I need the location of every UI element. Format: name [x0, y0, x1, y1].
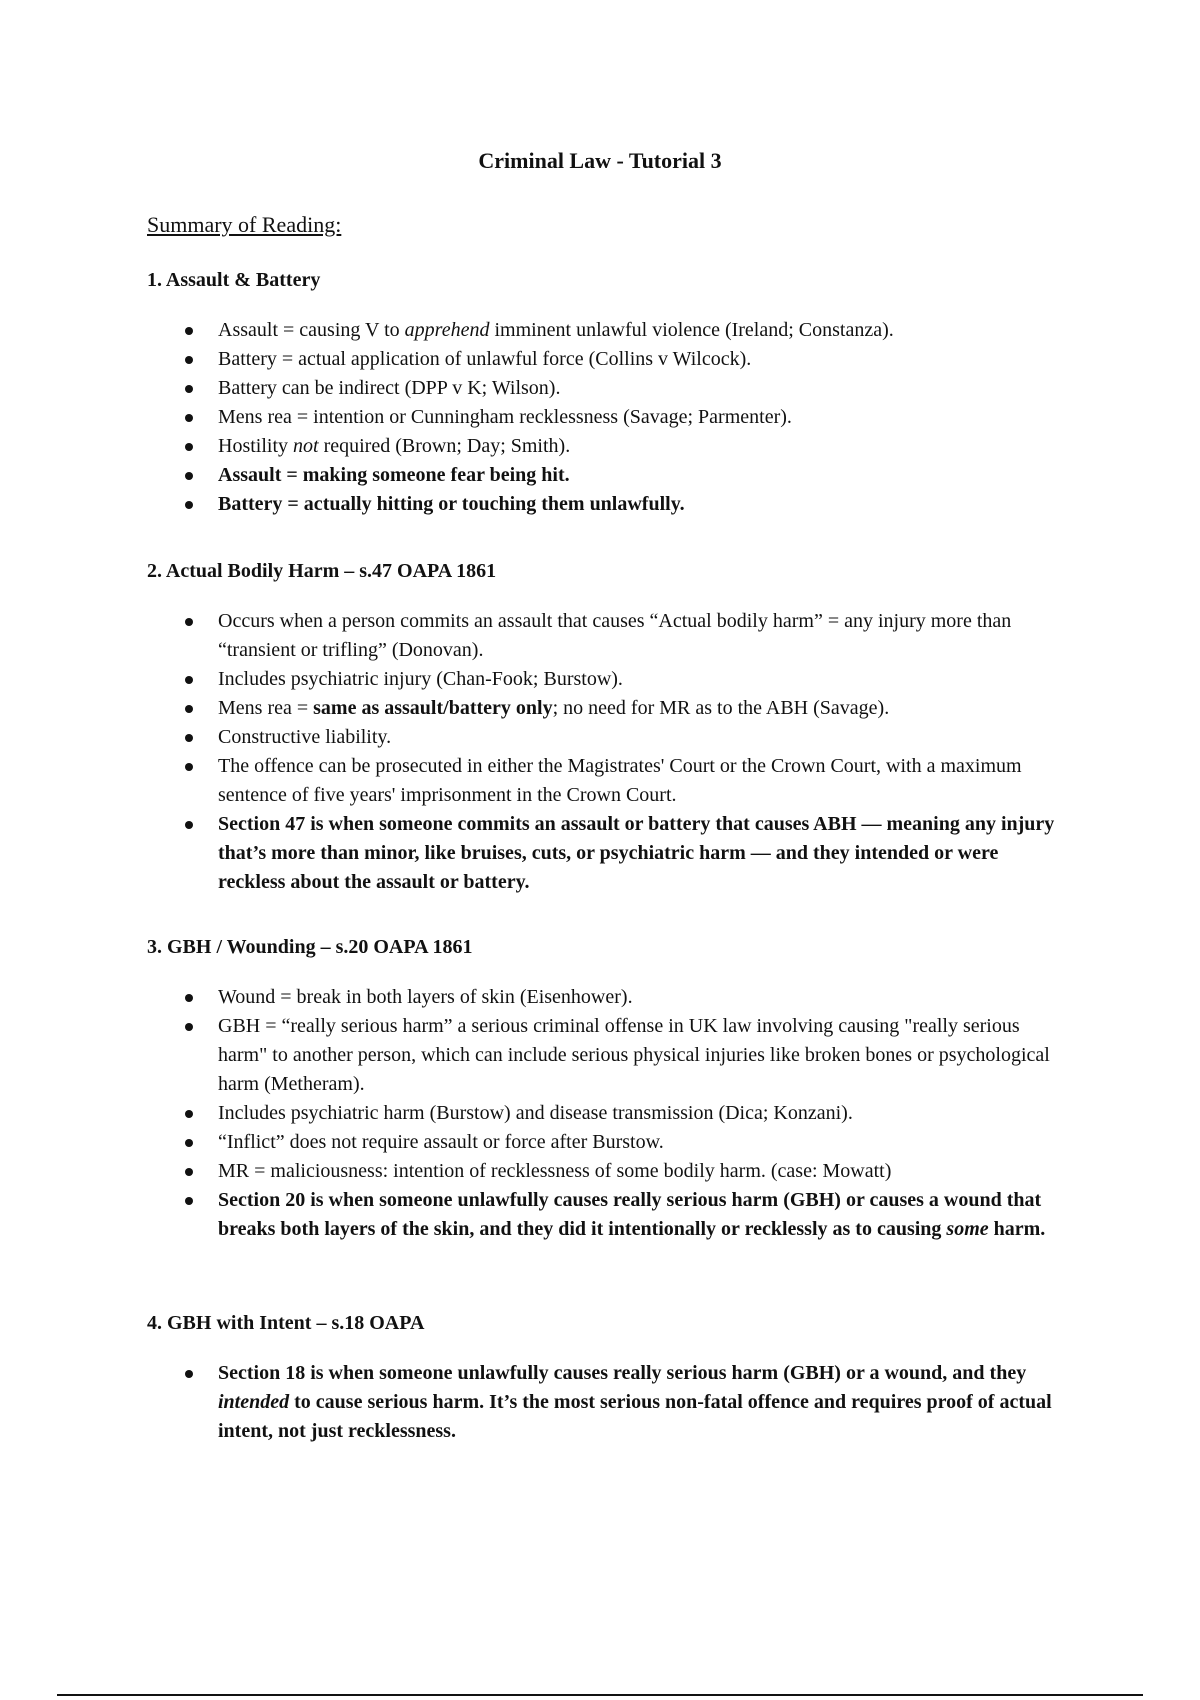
document-title: Criminal Law - Tutorial 3 [478, 148, 722, 173]
item-text: Section 20 is when someone unlawfully causes really serious harm (GBH) or causes a wound that breaks both layers of the skin, and they did it intentionally or recklessly as to causing [218, 1189, 1042, 1240]
section-abh [147, 557, 1067, 897]
bullet-icon [185, 1023, 193, 1031]
list-item [147, 345, 1067, 374]
bullet-icon [185, 472, 193, 480]
bullet-icon [185, 821, 193, 829]
list-item [147, 665, 1067, 694]
bullet-list [147, 1359, 1067, 1446]
bullet-icon [185, 1110, 193, 1118]
bullet-icon [185, 705, 193, 713]
item-text: Assault = making someone fear being hit. [218, 464, 570, 486]
item-text: Includes psychiatric injury (Chan-Fook; Burstow). [218, 668, 623, 690]
bullet-list [147, 316, 1067, 519]
list-item [147, 723, 1067, 752]
bullet-icon [185, 1370, 193, 1378]
item-text: to cause serious harm. It’s the most serious non-fatal offence and requires proof of actual intent, not just recklessness. [218, 1391, 1052, 1442]
item-text: Section 47 is when someone commits an assault or battery that causes ABH — meaning any injury that’s more than minor, like bruises, cuts, or psychiatric harm — and they intended or were reckless about the assault or battery. [218, 813, 1055, 893]
list-item [147, 1128, 1067, 1157]
bullet-icon [185, 734, 193, 742]
bullet-list [147, 983, 1067, 1244]
section-heading: 3. GBH / Wounding – s.20 OAPA 1861 [147, 936, 473, 958]
list-item [147, 374, 1067, 403]
item-text: Battery can be indirect (DPP v K; Wilson). [218, 377, 561, 399]
list-item [147, 403, 1067, 432]
bullet-icon [185, 501, 193, 509]
item-text: Assault = causing V to [218, 319, 405, 341]
item-emphasis: apprehend [404, 319, 490, 341]
list-item [147, 983, 1067, 1012]
list-item [147, 810, 1067, 897]
item-text: GBH = “really serious harm” a serious criminal offense in UK law involving causing "really serious harm" to another person, which can include serious physical injuries like broken bones or psychological harm (Metheram). [218, 1015, 1050, 1095]
list-item [147, 490, 1067, 519]
bullet-icon [185, 1197, 193, 1205]
list-item [147, 1359, 1067, 1446]
item-emphasis: same as assault/battery only [313, 697, 553, 719]
list-item [147, 752, 1067, 810]
item-text: Hostility [218, 435, 294, 457]
item-emphasis: intended [218, 1391, 290, 1413]
bullet-icon [185, 763, 193, 771]
item-text: Wound = break in both layers of skin (Eisenhower). [218, 986, 633, 1008]
item-text: harm. [988, 1218, 1046, 1240]
list-item [147, 694, 1067, 723]
item-emphasis: some [946, 1218, 989, 1240]
bullet-icon [185, 356, 193, 364]
item-text: The offence can be prosecuted in either the Magistrates' Court or the Crown Court, with a maximum sentence of five years' imprisonment in the Crown Court. [218, 755, 1022, 806]
item-text: Battery = actually hitting or touching them unlawfully. [218, 493, 685, 515]
item-emphasis: not [293, 435, 319, 457]
item-text: ; no need for MR as to the ABH (Savage). [552, 697, 890, 719]
item-text: Section 18 is when someone unlawfully causes really serious harm (GBH) or a wound, and they [218, 1362, 1027, 1384]
section-heading: 4. GBH with Intent – s.18 OAPA [147, 1312, 425, 1334]
bullet-icon [185, 443, 193, 451]
bullet-list [147, 607, 1067, 897]
list-item [147, 432, 1067, 461]
footer-divider [57, 1694, 1143, 1696]
bullet-icon [185, 994, 193, 1002]
item-text: imminent unlawful violence (Ireland; Constanza). [489, 319, 894, 341]
item-text: Includes psychiatric harm (Burstow) and disease transmission (Dica; Konzani). [218, 1102, 853, 1124]
list-item [147, 316, 1067, 345]
item-text: Constructive liability. [218, 726, 392, 748]
bullet-icon [185, 414, 193, 422]
bullet-icon [185, 385, 193, 393]
item-text: Mens rea = intention or Cunningham recklessness (Savage; Parmenter). [218, 406, 792, 428]
section-heading: 1. Assault & Battery [147, 269, 321, 291]
bullet-icon [185, 1139, 193, 1147]
bullet-icon [185, 1168, 193, 1176]
bullet-icon [185, 327, 193, 335]
list-item [147, 1157, 1067, 1186]
list-item [147, 1186, 1067, 1244]
list-item [147, 1012, 1067, 1099]
item-text: required (Brown; Day; Smith). [318, 435, 571, 457]
summary-heading: Summary of Reading: [147, 212, 342, 237]
item-text: Mens rea = [218, 697, 314, 719]
item-text: MR = maliciousness: intention of recklessness of some bodily harm. (case: Mowatt) [218, 1160, 892, 1182]
section-gbh-intent [147, 1309, 1067, 1446]
bullet-icon [185, 618, 193, 626]
list-item [147, 461, 1067, 490]
section-assault-battery [147, 266, 1067, 519]
item-text: Occurs when a person commits an assault that causes “Actual bodily harm” = any injury more than “transient or trifling” (Donovan). [218, 610, 1012, 661]
item-text: Battery = actual application of unlawful force (Collins v Wilcock). [218, 348, 752, 370]
section-heading: 2. Actual Bodily Harm – s.47 OAPA 1861 [147, 560, 497, 582]
bullet-icon [185, 676, 193, 684]
section-gbh-wounding [147, 933, 1067, 1244]
list-item [147, 1099, 1067, 1128]
item-text: “Inflict” does not require assault or force after Burstow. [218, 1131, 664, 1153]
list-item [147, 607, 1067, 665]
